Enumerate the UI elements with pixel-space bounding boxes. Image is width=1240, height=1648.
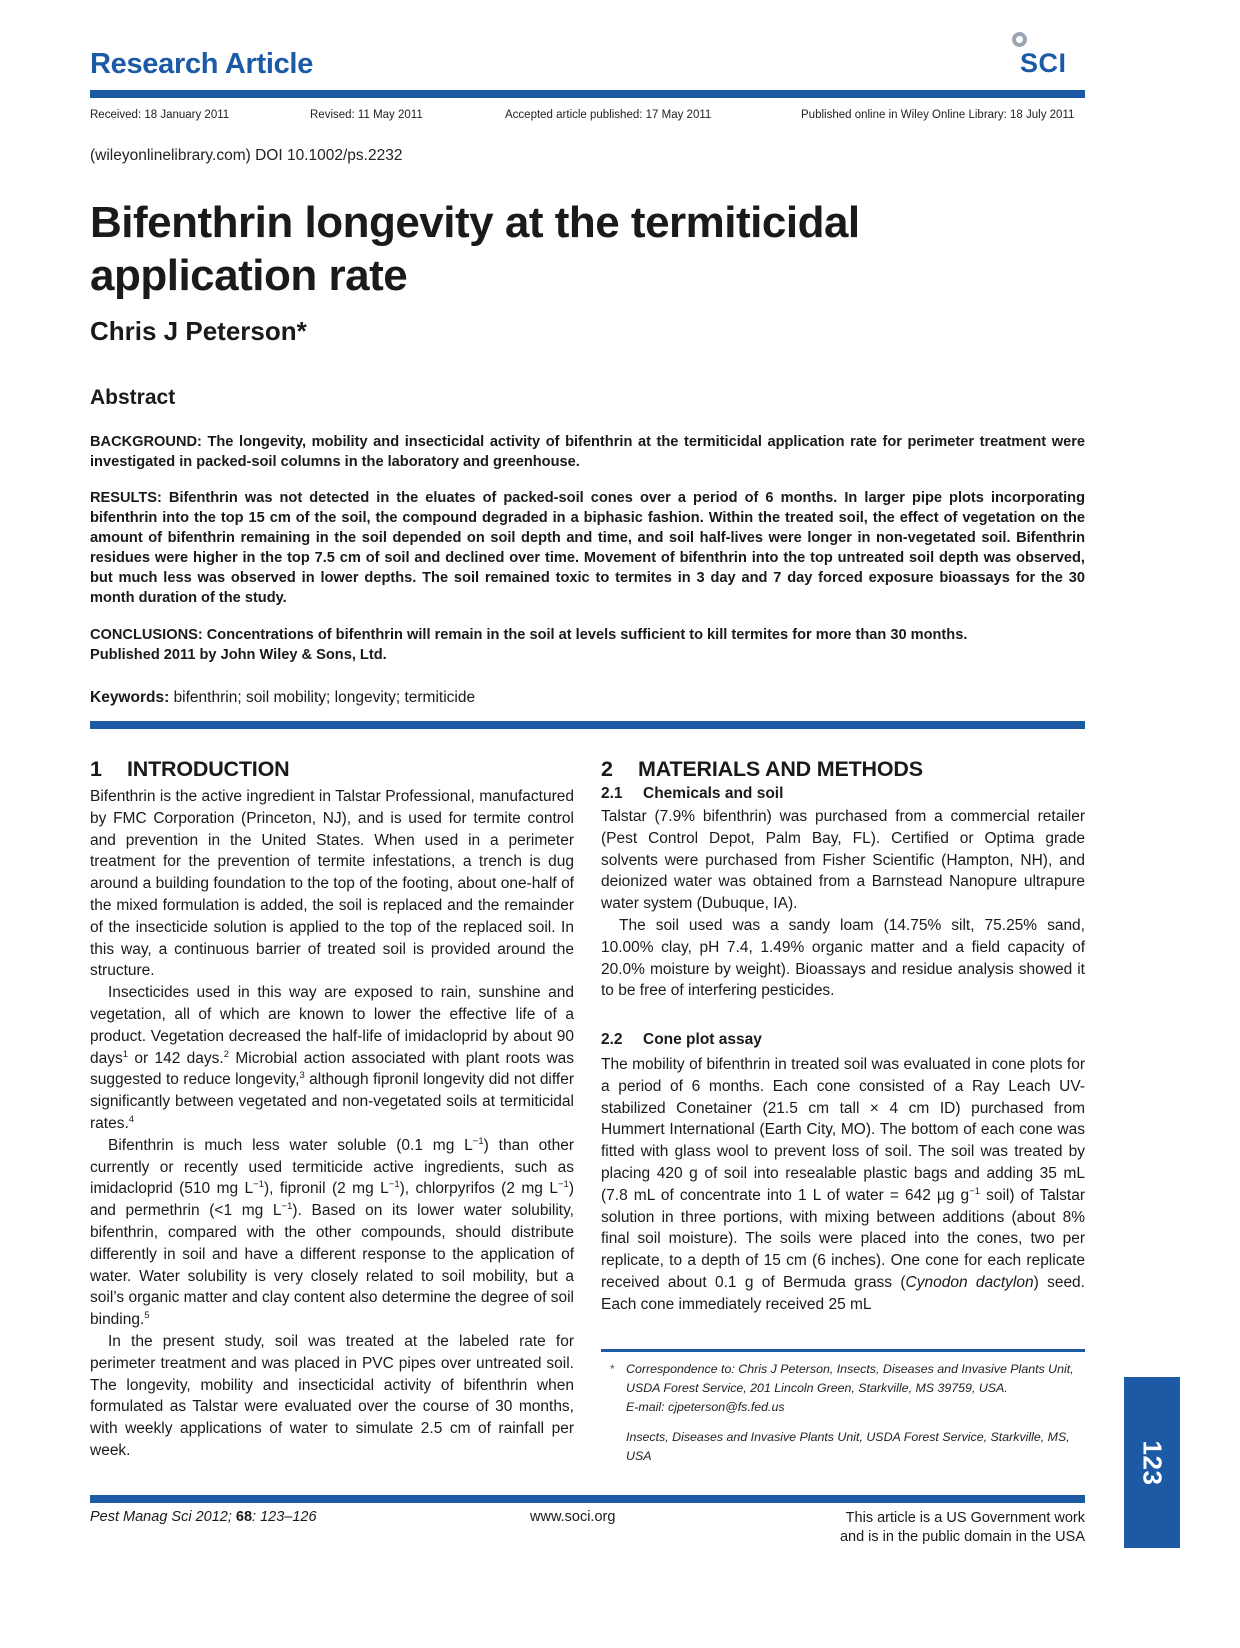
- intro-number: 1: [90, 757, 102, 781]
- intro-paragraph-3: Bifenthrin is much less water soluble (0.1 mg $L^{-1}$) than other currently or recently used termiticide active ingredients, such as imidacloprid (510 mg $L^{-1}$), fipronil (2 mg $L^{-1}$), chlorpyrifos (2 mg $L^{-1}$) and permethrin (<1 mg $L^{-1}$). Based on its lower water solubility, bifenthrin, compared with the other compounds, should distribute differently in soil and have a different response to the application of water. Water solubility is very closely related to soil mobility, but a soil’s organic matter and clay content also determine the degree of soil binding.$^5$: [90, 1135, 574, 1329]
- copyright-text: Published 2011 by John Wiley & Sons, Ltd.: [90, 647, 387, 663]
- keywords-label: Keywords:: [90, 689, 170, 706]
- intro-paragraph-1: Bifenthrin is the active ingredient in Talstar Professional, manufactured by FMC Corporation (Princeton, NJ), and is used for termite control and prevention in the United States. When used in a perimeter treatment for the prevention of termite infestations, a trench is dug around a building foundation to the top of the footing, about one-half of the mixed formulation is added, the soil is replaced and the remainder of the insecticide solution is applied to the top of the replaced soil. In this way, a continuous barrier of treated soil is provided around the structure.: [90, 788, 574, 980]
- methods-heading: [601, 757, 923, 782]
- abstract-results: RESULTS: Bifenthrin was not detected in the eluates of packed-soil cones over a period of 6 months. In larger pipe plots incorporating bifenthrin into the top 15 cm of the soil, the compound degraded in a biphasic fashion. Within the treated soil, the effect of vegetation on the amount of bifenthrin remaining in the soil depended on soil depth and time, and soil half-lives were longer in non-vegetated soil. Bifenthrin residues were higher in the top 7.5 cm of soil and declined over time. Movement of bifenthrin into the top untreated soil depth was observed, but much less was observed in lower depths. The soil remained toxic to termites in 3 day and 7 day forced exposure bioassays for the 30 month duration of the study.: [90, 490, 1085, 606]
- logo-ring-icon: [1012, 32, 1027, 47]
- abstract-background: BACKGROUND: The longevity, mobility and insecticidal activity of bifenthrin at the termiticidal application rate for perimeter treatment were investigated in packed-soil columns in the laboratory and greenhouse.: [90, 434, 1085, 470]
- footer-rule: [90, 1495, 1085, 1503]
- accepted-date: Accepted article published: 17 May 2011: [505, 109, 712, 121]
- methods-title: MATERIALS AND METHODS: [638, 757, 923, 781]
- methods-paragraph-1: Talstar (7.9% bifenthrin) was purchased from a commercial retailer (Pest Control Depot, Palm Bay, FL). Certified or Optima grade solvents were purchased from Fisher Scientific (Hampton, NH), and deionized water was obtained from a Barnstead Nanopure ultrapure water system (Dubuque, IA).: [601, 808, 1085, 913]
- public-domain-notice: This article is a US Government work and is in the public domain in the USA: [839, 1510, 1085, 1545]
- intro-heading: [90, 757, 289, 782]
- keywords-list: bifenthrin; soil mobility; longevity; termiticide: [173, 689, 476, 706]
- revised-date: Revised: 11 May 2011: [310, 109, 423, 121]
- intro-title: INTRODUCTION: [127, 757, 290, 781]
- page-number-text: 123: [1137, 1440, 1168, 1485]
- journal-reference: Pest Manag Sci 2012; 68: 123–126: [90, 1509, 317, 1525]
- header-rule: [90, 90, 1085, 98]
- logo-text: SCI: [1020, 48, 1067, 78]
- sci-logo: [1008, 30, 1088, 80]
- abstract-conclusions: [90, 625, 1085, 665]
- received-date: Received: 18 January 2011: [90, 109, 230, 121]
- page-number: [1124, 1377, 1180, 1548]
- footnote-rule: [601, 1349, 1085, 1352]
- footnote-marker: *: [610, 1362, 615, 1376]
- intro-paragraph-2: Insecticides used in this way are exposed to rain, sunshine and vegetation, all of which are known to lower the effective life of a product. Vegetation decreased the half-life of imidacloprid by about 90 days$^1$ or 142 days.$^2$ Microbial action associated with plant roots was suggested to reduce longevity,$^3$ although fipronil longevity did not differ significantly between vegetated and non-vegetated soils at termiticidal rates.$^4$: [90, 984, 575, 1132]
- email-link[interactable]: E-mail: cjpeterson@fs.fed.us: [626, 1400, 785, 1414]
- citation[interactable]: 1: [122, 1048, 129, 1060]
- section-2-1-body: [601, 806, 1085, 1002]
- article-title: Bifenthrin longevity at the termiticidal application rate: [90, 198, 860, 300]
- conclusions-text: CONCLUSIONS: Concentrations of bifenthrin will remain in the soil at levels sufficient to kill termites for more than 30 months.: [90, 627, 968, 643]
- published-online-date: Published online in Wiley Online Library: 18 July 2011: [801, 109, 1075, 121]
- website-link[interactable]: www.soci.org: [530, 1509, 616, 1525]
- citation[interactable]: 4: [128, 1113, 135, 1125]
- citation[interactable]: 3: [299, 1070, 305, 1082]
- abstract-rule: [90, 721, 1085, 729]
- citation[interactable]: 5: [144, 1309, 150, 1321]
- methods-paragraph-2: The soil used was a sandy loam (14.75% silt, 75.25% sand, 10.00% clay, pH 7.4, 1.49% organic matter and a field capacity of 20.0% moisture by weight). Bioassays and residue analysis showed it to be free of interfering pesticides.: [601, 916, 1085, 1000]
- abstract-heading: Abstract: [90, 386, 176, 409]
- methods-number: 2: [601, 757, 613, 781]
- section-2-1-heading: 2.1 Chemicals and soil: [601, 785, 784, 802]
- doi[interactable]: (wileyonlinelibrary.com) DOI 10.1002/ps.2232: [90, 147, 403, 164]
- section-2-2-body: [601, 1054, 1085, 1316]
- intro-paragraph-4: In the present study, soil was treated at the labeled rate for perimeter treatment and was placed in PVC pipes over untreated soil. The longevity, mobility and insecticidal activity of bifenthrin when formulated as Talstar were evaluated over the course of 30 months, with weekly applications of water to simulate 2.5 cm of rainfall per week.: [90, 1332, 574, 1459]
- affiliation-footnote: Insects, Diseases and Invasive Plants Unit, USDA Forest Service, Starkville, MS, USA: [626, 1430, 1070, 1463]
- intro-body: [90, 786, 574, 1462]
- article-type-label: Research Article: [90, 48, 314, 80]
- correspondence-footnote: Correspondence to: Chris J Peterson, Insects, Diseases and Invasive Plants Unit, USDA Forest Service, 201 Lincoln Green, Starkville, MS 39759, USA. E-mail: cjpeterson@fs.fed.us: [626, 1362, 1074, 1414]
- methods-paragraph-3: The mobility of bifenthrin in treated soil was evaluated in cone plots for a period of 6 months. Each cone consisted of a Ray Leach UV-stabilized Conetainer (21.5 cm tall × 4 cm ID) purchased from Hummert International (Earth City, MO). The bottom of each cone was fitted with glass wool to prevent loss of soil. The soil was treated by placing 420 g of soil into resealable plastic bags and adding 35 mL (7.8 mL of concentrate into 1 L of water = 642 µg $g^{-1}$ soil) of Talstar solution in three portions, with mixing between additions (about 8% final soil moisture). The soils were placed into the cones, two per replicate, to a depth of 15 cm (6 inches). One cone for each replicate received about 0.1 g of Bermuda grass (Cynodon dactylon) seed. Each cone immediately received 25 mL: [601, 1056, 1086, 1313]
- section-2-2-heading: 2.2 Cone plot assay: [601, 1031, 762, 1048]
- keywords: [90, 689, 475, 707]
- author-name: Chris J Peterson*: [90, 316, 307, 346]
- citation[interactable]: 2: [223, 1048, 230, 1060]
